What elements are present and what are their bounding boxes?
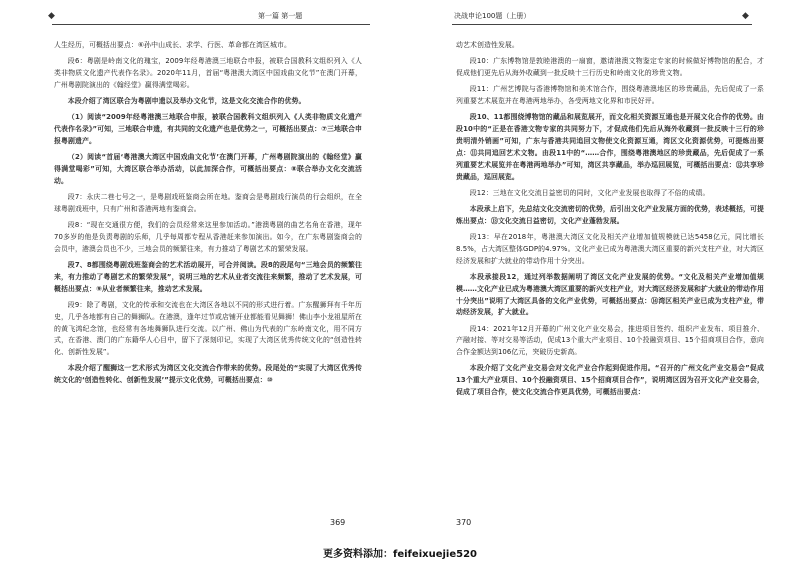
- page-header: 决战申论100题（上册）: [454, 12, 531, 20]
- diamond-icon: ◆: [48, 11, 55, 21]
- paragraph: 本段承接段12，通过列举数据阐明了湾区文化产业发展的优势。“文化及相关产业增加值规模……文化产业已成为粤港澳大湾区重要的新兴支柱产业，对大湾区经济发展和扩大就业的带动作用十分突出”说明了大湾区具备的文化产业优势，可概括出要点：⑭湾区相关产业已成为支柱产业，带动经济发展，扩大就业。: [456, 272, 764, 317]
- paragraph: 本段承上启下，先总结文化交流密切的优势，后引出文化产业发展方面的优势，表述概括，可提炼出要点：⑬文化交流日益密切，文化产业蓬勃发展。: [456, 204, 764, 225]
- paragraph: 动艺术创造性发展。: [456, 41, 519, 49]
- left-page: [0, 0, 400, 545]
- right-body-text: [456, 40, 764, 403]
- page-number: 369: [330, 518, 346, 527]
- diamond-icon: ◆: [742, 11, 749, 21]
- paragraph: 段10：广东博物馆是敦睦港澳的一扇窗，邀请港澳文物鉴定专家的时候做好博物馆的配合，才促成他们更先后从海外收藏到一批反映十三行历史和岭南文化的珍贵文物。: [456, 57, 764, 77]
- header-rule: [452, 24, 752, 25]
- page-header: 第一篇 第一题: [258, 12, 303, 20]
- paragraph: 段6：粤剧是岭南文化的瑰宝，2009年经粤港澳三地联合申报，被联合国教科文组织列入《人类非物质文化遗产代表作名录》。2020年11月，首届“粤港澳大湾区中国戏曲文化节”在澳门开幕，广州粤剧院演出的《翰经堂》赢得满堂喝彩。: [54, 57, 362, 89]
- header-rule: [52, 24, 370, 25]
- right-page: [400, 0, 800, 545]
- paragraph: 段12：三地在文化交流日益密切的同时，文化产业发展也取得了不俗的成绩。: [469, 188, 710, 197]
- paragraph: （2）阅读“首届‘粤港澳大湾区中国戏曲文化节’在澳门开幕，广州粤剧院演出的《翰经堂》赢得满堂喝彩”可知，大湾区联合举办活动，以此加深合作，可概括出要点：⑧联合举办文化交流活动。: [54, 153, 362, 185]
- paragraph: 本段介绍了文化产业交易会对文化产业合作起到促进作用。“召开的广州文化产业交易会”促成13个重大产业项目、10个投融资项目、15个招商项目合作”，说明湾区因为召开文化产业交易会，促成了项目合作，使文化交流合作更具优势，可概括出要点：: [456, 364, 764, 397]
- paragraph: 本段介绍了醒狮这一艺术形式为湾区文化交流合作带来的优势。段尾处的“实现了大湾区优秀传统文化的‘创造性转化、创新性发展’”提示文化优势，可概括出要点：⑩: [54, 364, 362, 385]
- paragraph: 段10、11都围绕博物馆的藏品和展览展开，而文化相关资源互通也是开展文化合作的优势。由段10中的“正是在香港文物专家的共同努力下，才促成他们先后从海外收藏到一批反映十三行的珍贵明清外销画”可知，广东与香港共同追回文物使文化资源互通，湾区文化资源优势，可提炼出要点：⑪共同追回艺术文物。由段11中的“……合作，围绕粤港澳地区的珍贵藏品，先后促成了一系列重要艺术展览并在粤港两地举办”可知，湾区共享藏品，举办巡回展览，可概括出要点：⑫共享珍贵藏品，巡回展览。: [456, 113, 764, 181]
- left-body-text: [54, 40, 362, 391]
- paragraph: 段7、8都围绕粤剧戏班鉴商会的艺术活动展开，可合并阅读。段8的段尾句“三地会员的频繁往来，有力推动了粤剧艺术的繁荣发展”，说明三地的艺术从业者交流往来频繁，推动了艺术发展，可概括出要点：⑨从业者频繁往来，推动艺术发展。: [54, 260, 362, 293]
- paragraph: 段11：广州艺博院与香港博物馆和美术馆合作，围绕粤港澳地区的珍贵藏品，先后促成了一系列重要艺术展览并在粤港两地举办，各受两地文化界和市民好评。: [456, 85, 764, 105]
- paragraph: 段8：“现在交通很方便，我们的会员经常来这里参加活动。”港澳粤剧的曲艺名角在香港，现年70多岁的他是负责粤剧的乐师，几乎每周都专程从香港赶来参加演出。如今，在广东粤剧鉴商会的会员中，港澳会员也不少，三地会员的频繁往来，有力推动了粤剧艺术的繁荣发展。: [54, 220, 362, 253]
- paragraph: 段14：2021年12月开幕的广州文化产业交易会，推进项目签约、组织产业发布、项目推介、产融对接、等对交易等活动，促成13个重大产业项目、10个投融资项目、15个招商项目合作，意向合作金额达到106亿元，突破历史新高。: [456, 324, 764, 357]
- paragraph: 段13：早在2018年，粤港澳大湾区文化及相关产业增加值规模就已达5458亿元，同比增长8.5%，占大湾区整体GDP的4.97%。文化产业已成为粤港澳大湾区重要的新兴支柱产业，对大湾区经济发展和扩大就业的带动作用十分突出。: [456, 232, 764, 265]
- paragraph: 段9：除了粤剧，文化的传承和交流也在大湾区各地以不同的形式进行着。广东醒狮拜有千年历史，几乎各地都有自己的舞狮队。在港澳，逢年过节或店铺开业都能看见舞狮！佛山李小龙祖屋所在的黄飞鸿纪念馆，也经常有各地舞狮队进行交流。以广州、佛山为代表的广东岭南文化，用不同方式，在香港、澳门的广东籍华人心目中，留下了深刻印记，实现了大湾区优秀传统文化的“创造性转化、创新性发展”。: [54, 300, 362, 357]
- paragraph: 人生经历，可概括出要点：⑥孙中山成长、求学、行医、革命都在湾区城市。: [54, 41, 291, 49]
- paragraph: （1）阅读“2009年经粤港澳三地联合申报，被联合国教科文组织列入《人类非物质文化遗产代表作名录》”可知，三地联合申遗，有共同的文化遗产也是优势之一，可概括出要点：⑦三地联合申报粤剧遗产。: [54, 113, 362, 145]
- paragraph: 段7：永庆二巷七号之一，是粤剧戏班鉴商会所在地。鉴商会是粤剧戏行演员的行会组织，在全球粤剧戏班中，只有广州和香港两地有鉴商会。: [54, 192, 362, 213]
- page-number: 370: [456, 518, 472, 527]
- footer-contact: 更多资料添加：feifeixuejie520: [323, 549, 477, 560]
- paragraph: 本段介绍了湾区联合为粤剧申遗以及举办文化节，这是文化交流合作的优势。: [67, 97, 306, 105]
